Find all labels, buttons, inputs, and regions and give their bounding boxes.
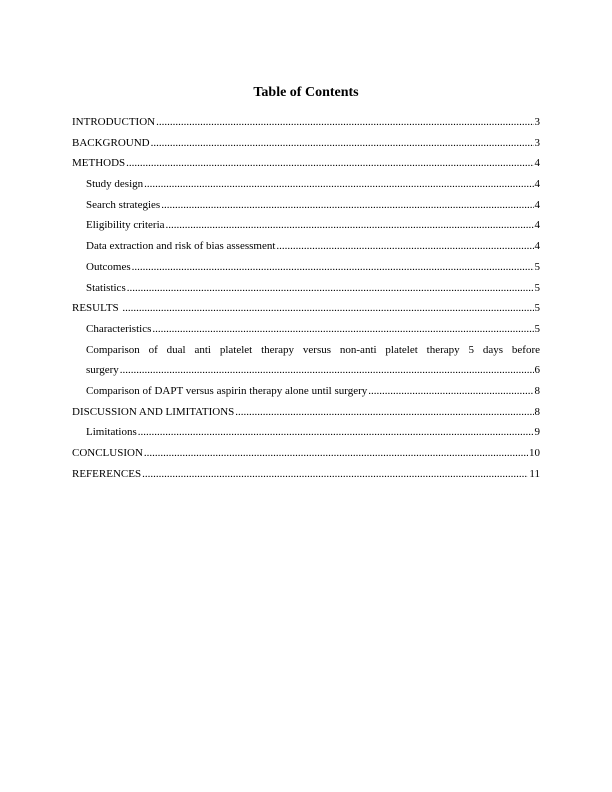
toc-entry-outcomes[interactable] [72, 257, 540, 278]
toc-page-number: 4 [534, 198, 540, 211]
toc-entry-study-design[interactable] [72, 174, 540, 195]
toc-entry-label: BACKGROUND [72, 136, 150, 149]
toc-entry-label: Characteristics [86, 322, 152, 335]
toc-entry-label-line2-row [86, 360, 540, 381]
toc-entry-conclusion[interactable] [72, 443, 540, 464]
toc-page-number: 5 [534, 302, 540, 315]
toc-page-number: 4 [534, 178, 540, 191]
toc-leader-dots [142, 464, 528, 485]
toc-leader-dots [144, 174, 533, 195]
toc-leader-dots [276, 236, 533, 257]
toc-title: Table of Contents [253, 85, 359, 100]
toc-entry-label: Data extraction and risk of bias assessment [86, 240, 276, 253]
toc-leader-dots [235, 402, 533, 423]
toc-entry-methods[interactable] [72, 153, 540, 174]
toc-leader-dots [132, 257, 534, 278]
toc-entry-label: CONCLUSION [72, 447, 143, 459]
toc-page-number: 10 [529, 447, 540, 459]
toc-entry-label: REFERENCES [72, 467, 142, 480]
toc-entry-label: Outcomes [86, 260, 131, 273]
toc-page-number: 3 [534, 116, 540, 128]
toc-page-number: 5 [534, 260, 540, 273]
toc-page-number: 9 [534, 426, 540, 439]
toc-entry-label: Limitations [86, 426, 137, 439]
toc-entry-data-extraction[interactable] [72, 236, 540, 257]
toc-entry-background[interactable] [72, 133, 540, 154]
toc-page-number: 4 [534, 219, 540, 232]
toc-page-number: 8 [534, 405, 540, 418]
toc-leader-dots [156, 112, 533, 133]
toc-entry-characteristics[interactable] [72, 319, 540, 340]
toc-entry-search-strategies[interactable] [72, 195, 540, 216]
toc-page-number: 4 [534, 240, 540, 253]
toc-leader-dots [152, 319, 533, 340]
toc-leader-dots [122, 298, 533, 319]
toc-page-number: 8 [534, 384, 540, 397]
toc-entry-label: Statistics [86, 281, 126, 294]
toc-page-number: 11 [529, 467, 540, 480]
toc-entry-discussion[interactable] [72, 402, 540, 423]
toc-entry-label-line1: Comparison of dual anti platelet therapy versus non-anti platelet therapy 5 days before [86, 343, 540, 356]
toc-leader-dots [126, 153, 533, 174]
toc-entry-label: Study design [86, 178, 144, 191]
toc-leader-dots [120, 360, 534, 381]
toc-leader-dots [138, 422, 534, 443]
toc-entry-comparison-dual[interactable] [72, 340, 540, 381]
toc-page-number: 5 [534, 281, 540, 294]
toc-list [72, 112, 540, 484]
toc-entry-introduction[interactable] [72, 112, 540, 133]
toc-leader-dots [151, 133, 534, 154]
toc-leader-dots [127, 278, 534, 299]
toc-entry-label-line2: surgery [86, 364, 119, 377]
toc-entry-statistics[interactable] [72, 278, 540, 299]
toc-leader-dots [144, 443, 528, 464]
toc-entry-limitations[interactable] [72, 422, 540, 443]
toc-entry-label: INTRODUCTION [72, 116, 156, 128]
toc-entry-results[interactable] [72, 298, 540, 319]
toc-leader-dots [161, 195, 533, 216]
toc-entry-label: Eligibility criteria [86, 219, 165, 232]
toc-entry-eligibility-criteria[interactable] [72, 215, 540, 236]
toc-leader-dots [368, 381, 533, 402]
toc-entry-label: Search strategies [86, 198, 161, 211]
toc-page-number: 3 [534, 136, 540, 149]
toc-entry-label: DISCUSSION AND LIMITATIONS [72, 405, 235, 418]
toc-page-number: 5 [534, 322, 540, 335]
toc-entry-label: METHODS [72, 157, 126, 170]
toc-entry-references[interactable] [72, 464, 540, 485]
toc-entry-comparison-dapt[interactable] [72, 381, 540, 402]
toc-leader-dots [166, 215, 534, 236]
toc-page-number: 6 [534, 364, 540, 377]
toc-entry-label: RESULTS [72, 302, 122, 315]
toc-page-number: 4 [534, 157, 540, 170]
toc-entry-label: Comparison of DAPT versus aspirin therapy alone until surgery [86, 384, 368, 397]
